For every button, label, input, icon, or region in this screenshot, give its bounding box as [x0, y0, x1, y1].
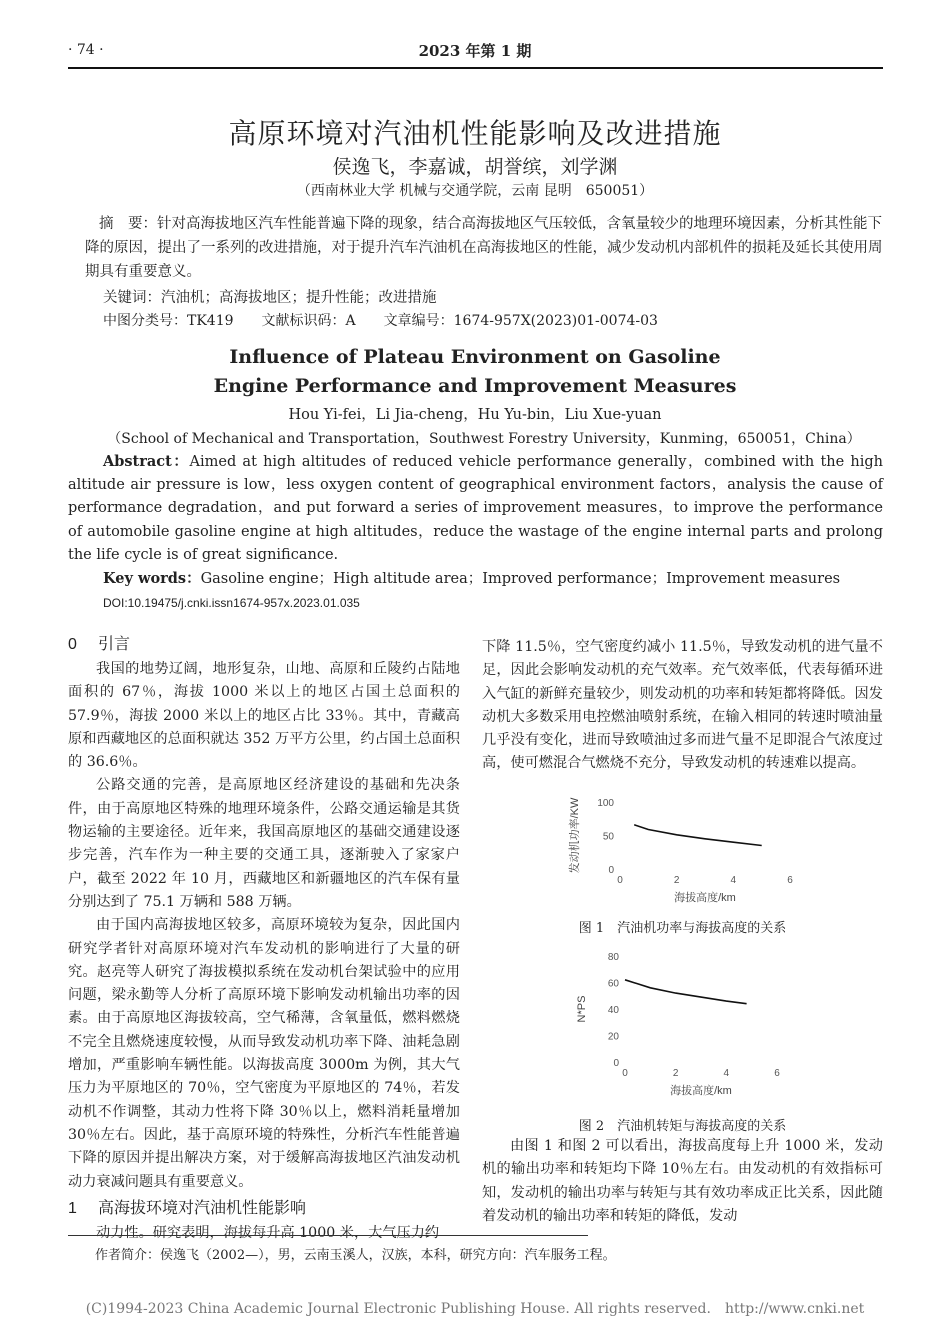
section-1-title: 高海拔环境对汽油机性能影响 — [98, 1199, 307, 1217]
abstract-cn: 摘 要：针对高海拔地区汽车性能普遍下降的现象，结合高海拔地区气压较低，含氧量较少的地理环境因素，分析其性能下降的原因，提出了一系列的改进措施，对于提升汽车汽油机在高海拔地区的性能，减少发动机内部机件的损耗及延长其使用周期具有重要意义。 — [85, 216, 883, 280]
x-tick-label: 4 — [730, 875, 737, 886]
x-tick-label: 2 — [672, 1068, 679, 1079]
right-column-top — [482, 636, 883, 776]
x-tick-label: 6 — [774, 1068, 780, 1079]
classification-cn: 中图分类号：TK419 文献标识码：A 文章编号：1674-957X(2023)01-0074-03 — [103, 313, 658, 329]
keywords-en-body: Gasoline engine；High altitude area；Improved performance；Improvement measures — [200, 571, 841, 587]
abstract-en-body: Aimed at high altitudes of reduced vehicle performance generally，combined with the high altitude air pressure is low，less oxygen content of geographical environment factors，analysis the cause of performance degradation，and put forward a series of improvement measures，to improve the performance of automobile gasoline engine at high altitudes，reduce the wastage of the engine internal parts and prolong the life cycle is of great significance. — [68, 454, 884, 563]
journal-issue: 2023 年第 1 期 — [418, 42, 532, 60]
series-line-torque — [625, 980, 747, 1004]
y-tick-label: 20 — [607, 1031, 619, 1043]
y-tick-label: 50 — [602, 831, 614, 843]
paragraph: 由图 1 和图 2 可以看出，海拔高度每上升 1000 米，发动机的输出功率和转矩均下降 10％左右。由发动机的有效指标可知，发动机的输出功率与转矩与其有效功率成正比关系，因此随着发动机的输出功率和转矩的降低，发动 — [482, 1138, 883, 1224]
authors-cn: 侯逸飞，李嘉诚，胡誉缤，刘学渊 — [332, 156, 618, 178]
keywords-en-lead: Key words： — [103, 570, 201, 587]
y-axis-label: 发动机功率/KW — [569, 797, 581, 874]
copyright-notice: (C)1994-2023 China Academic Journal Electronic Publishing House. All rights reserved. http://www.cnki.net — [85, 1301, 865, 1317]
paper-title-cn: 高原环境对汽油机性能影响及改进措施 — [228, 117, 722, 150]
section-1-heading — [68, 1196, 460, 1222]
figure-2-caption: 图 2 汽油机转矩与海拔高度的关系 — [578, 1119, 787, 1134]
figure-2-chart — [560, 944, 810, 1096]
abstract-en — [68, 450, 883, 567]
y-tick-label: 0 — [608, 865, 614, 876]
x-tick-label: 0 — [617, 875, 623, 886]
paragraph: 公路交通的完善，是高原地区经济建设的基础和先决条件，由于高原地区特殊的地理环境条件，公路交通运输是其货物运输的主要途径。近年来，我国高原地区的基础交通建设逐步完善，汽车作为一种主要的交通工具，逐渐驶入了家家户户，截至 2022 年 10 月，西藏地区和新疆地区的汽车保有量分别达到了 75.1 万辆和 588 万辆。 — [68, 777, 460, 910]
y-tick-label: 60 — [607, 978, 619, 990]
title-en-line1: Influence of Plateau Environment on Gasoline — [229, 346, 721, 368]
section-0-title: 引言 — [98, 636, 131, 653]
keywords-cn: 关键词：汽油机；高海拔地区；提升性能；改进措施 — [103, 290, 437, 306]
section-0-heading — [68, 632, 460, 658]
footnote-rule — [68, 1235, 588, 1236]
x-axis-label: 海拔高度/km — [674, 892, 736, 904]
section-0-number: 0 — [68, 636, 77, 653]
x-tick-label: 0 — [622, 1068, 628, 1079]
paragraph: 动力性。研究表明，海拔每升高 1000 米，大气压力约 — [96, 1224, 440, 1241]
left-column — [68, 632, 460, 1245]
page-number: · 74 · — [68, 42, 104, 58]
doi: DOI:10.19475/j.cnki.issn1674-957x.2023.01.035 — [103, 596, 360, 610]
affiliation-en: （School of Mechanical and Transportation，Southwest Forestry University，Kunming，650051，China） — [107, 431, 861, 447]
x-axis-label: 海拔高度/km — [670, 1085, 732, 1096]
right-column-bottom — [482, 1135, 883, 1228]
y-tick-label: 40 — [607, 1005, 619, 1016]
figure-1-caption: 图 1 汽油机功率与海拔高度的关系 — [578, 921, 787, 936]
affiliation-cn: （西南林业大学 机械与交通学院，云南 昆明 650051） — [296, 183, 654, 199]
x-tick-label: 2 — [673, 875, 680, 886]
figure-1-chart — [560, 792, 810, 904]
y-axis-label: N*PS — [576, 995, 588, 1023]
abstract-en-lead: Abstract： — [103, 453, 190, 470]
y-tick-label: 100 — [597, 798, 614, 809]
series-line-power — [634, 825, 762, 846]
header-rule — [68, 67, 883, 69]
paper-title-en — [0, 343, 950, 401]
keywords-en — [103, 567, 840, 588]
paragraph: 下降 11.5％，空气密度约减小 11.5％，导致发动机的进气量不足，因此会影响发动机的充气效率。充气效率低，代表每循环进入气缸的新鲜充量较少，则发动机的功率和转矩都将降低。因发动机大多数采用电控燃油喷射系统，在输入相同的转速时喷油量几乎没有变化，进而导致喷油过多而进气量不足即混合气浓度过高，使可燃混合气燃烧不充分，导致发动机的转速难以提高。 — [482, 639, 883, 772]
author-footnote: 作者简介：侯逸飞（2002—），男，云南玉溪人，汉族，本科，研究方向：汽车服务工程。 — [95, 1248, 616, 1263]
paragraph: 由于国内高海拔地区较多，高原环境较为复杂，因此国内研究学者针对高原环境对汽车发动机的影响进行了大量的研究。赵亮等人研究了海拔模拟系统在发动机台架试验中的应用问题，梁永勤等人分析了高原环境下影响发动机输出功率的因素。由于高原地区海拔较高，空气稀薄，含氧量低，燃料燃烧不完全且燃烧速度较慢，从而导致发动机功率下降、油耗急剧增加，严重影响车辆性能。以海拔高度 3000m 为例，其大气压力为平原地区的 70％，空气密度为平原地区的 74％，若发动机不作调整，其动力性将下降 30％以上，燃料消耗量增加 30％左右。因此，基于高原环境的特殊性，分析汽车性能普遍下降的原因并提出解决方案，对于缓解高海拔地区汽油发动机动力衰减问题具有重要意义。 — [68, 917, 460, 1190]
x-tick-label: 6 — [787, 875, 793, 886]
section-1-number: 1 — [68, 1199, 77, 1217]
title-en-line2: Engine Performance and Improvement Measures — [213, 375, 737, 397]
y-tick-label: 0 — [613, 1058, 619, 1069]
y-tick-label: 80 — [607, 952, 619, 963]
paragraph: 我国的地势辽阔，地形复杂，山地、高原和丘陵约占陆地面积的 67％，海拔 1000 米以上的地区占国土总面积的 57.9％，海拔 2000 米以上的地区占比 33％。其中，青藏高原和西藏地区的总面积就达 352 万平方公里，约占国土总面积的 36.6％。 — [68, 661, 460, 771]
authors-en: Hou Yi-fei，Li Jia-cheng，Hu Yu-bin，Liu Xue-yuan — [288, 407, 662, 423]
x-tick-label: 4 — [723, 1068, 730, 1079]
